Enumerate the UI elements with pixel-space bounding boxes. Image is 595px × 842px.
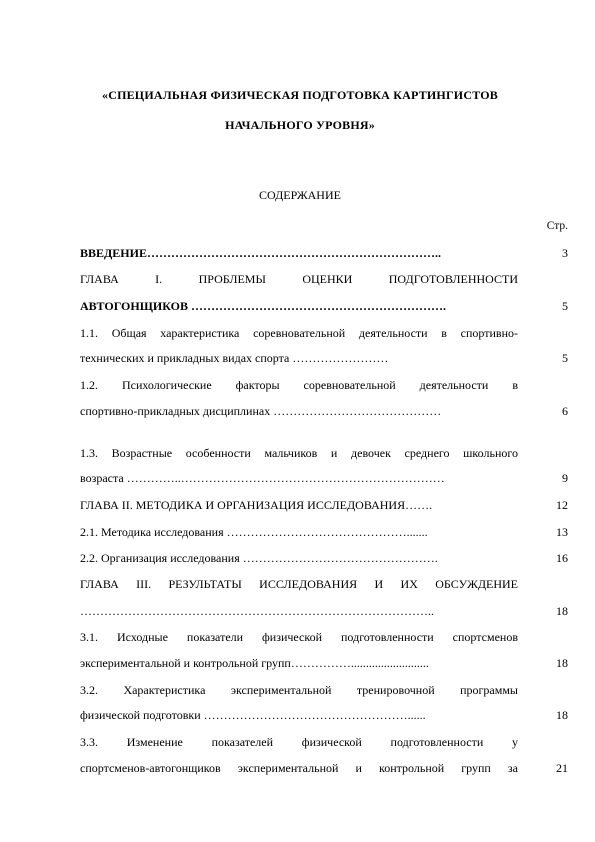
toc-entry-line: АВТОГОНЩИКОВ ……………………………………………………….: [80, 299, 446, 313]
toc-entry-page: 6: [562, 404, 568, 418]
toc-entry-line: 1.3. Возрастные особенности мальчиков и девочек среднего школьного: [80, 446, 518, 460]
toc-entry-line: ГЛАВА I. ПРОБЛЕМЫ ОЦЕНКИ ПОДГОТОВЛЕННОСТИ: [80, 272, 518, 286]
toc-entry-page: 5: [562, 299, 568, 313]
toc-entry-page: 21: [556, 761, 568, 775]
toc-entry-line: спортсменов-автогонщиков экспериментальной и контрольной групп за: [80, 761, 518, 775]
toc-entry-line: 2.1. Методика исследования ……………………………………….......: [80, 525, 428, 539]
toc-entry-line: ГЛАВА II. МЕТОДИКА И ОРГАНИЗАЦИЯ ИССЛЕДОВАНИЯ…….: [80, 498, 433, 512]
toc-entry-line: экспериментальной и контрольной групп……………..........................: [80, 656, 429, 670]
page-column-label: Стр.: [546, 220, 568, 232]
toc-entry-line: физической подготовки ……………………………………………......: [80, 708, 426, 722]
toc-heading: СОДЕРЖАНИЕ: [259, 188, 341, 202]
toc-entry-line: 1.1. Общая характеристика соревновательной деятельности в спортивно-: [80, 326, 518, 340]
toc-entry-page: 18: [556, 604, 568, 618]
toc-entry-line: ГЛАВА III. РЕЗУЛЬТАТЫ ИССЛЕДОВАНИЯ И ИХ ОБСУЖДЕНИЕ: [80, 577, 518, 591]
toc-entry-line: технических и прикладных видах спорта ……………………: [80, 351, 389, 365]
toc-entry-page: 9: [562, 471, 568, 485]
toc-entry-page: 5: [562, 351, 568, 365]
toc-entry-line: возраста …………..…………………………………………………………: [80, 471, 445, 485]
toc-entry-page: 3: [562, 246, 568, 260]
document-title-line-2: НАЧАЛЬНОГО УРОВНЯ»: [225, 118, 375, 132]
toc-entry-page: 18: [556, 656, 568, 670]
toc-entry-line: 3.3. Изменение показателей физической подготовленности у: [80, 735, 518, 749]
toc-entry-page: 18: [556, 708, 568, 722]
toc-entry-page: 12: [556, 498, 568, 512]
toc-entry-line: 3.1. Исходные показатели физической подготовленности спортсменов: [80, 630, 518, 644]
toc-entry-line: спортивно-прикладных дисциплинах ……………………………………: [80, 404, 442, 418]
document-title-line-1: «СПЕЦИАЛЬНАЯ ФИЗИЧЕСКАЯ ПОДГОТОВКА КАРТИНГИСТОВ: [102, 88, 498, 102]
toc-entry-line: 1.2. Психологические факторы соревновательной деятельности в: [80, 378, 518, 392]
toc-entry-page: 13: [556, 525, 568, 539]
toc-entry-line: ……………………………………………………………………………..: [80, 604, 434, 618]
toc-entry-page: 16: [556, 551, 568, 565]
toc-entry-line: ВВЕДЕНИЕ………………………………………………………………..: [80, 246, 441, 260]
toc-entry-line: 3.2. Характеристика экспериментальной тренировочной программы: [80, 683, 518, 697]
toc-entry-line: 2.2. Организация исследования ………………………………………….: [80, 551, 438, 565]
